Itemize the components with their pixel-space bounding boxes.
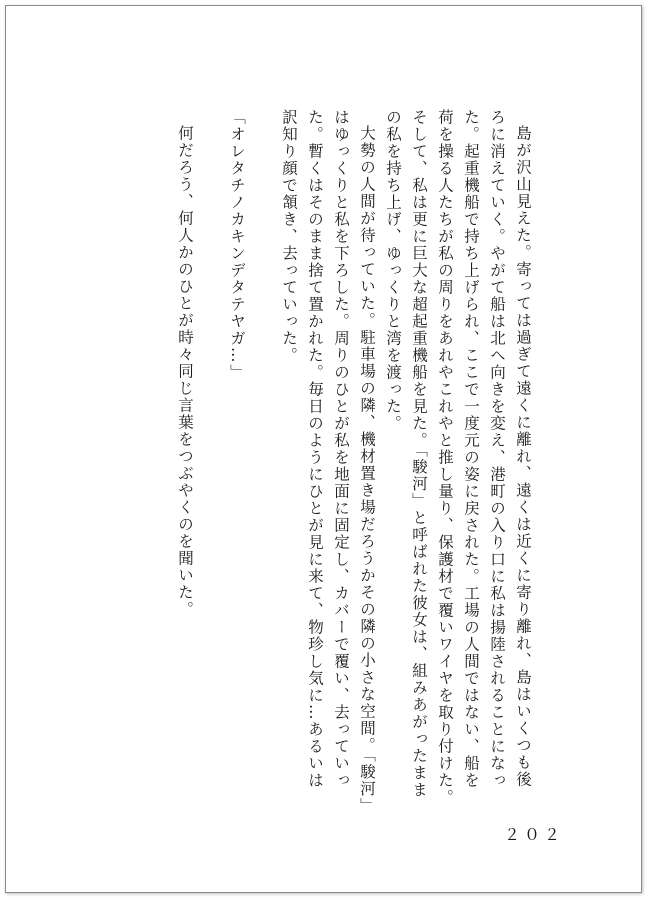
vertical-text-block (146, 109, 536, 814)
text-line: 島が沢山見えた。寄っては過ぎて遠くに離れ、遠くは近くに寄り離れ、島はいくつも後 (514, 124, 532, 788)
page-number: ２０２ (504, 825, 565, 844)
paragraph-2 (276, 109, 380, 814)
text-line: た。起重機船で持ち上げられ、ここで一度元の姿に戻された。工場の人間ではない、船を (462, 109, 480, 789)
paragraph-1 (380, 109, 536, 806)
book-page (5, 5, 642, 893)
text-line: た。暫くはそのまま捨て置かれた。毎日のようにひとが見に来て、物珍し気に…あるいは (306, 109, 324, 789)
text-line: 大勢の人間が待っていた。駐車場の隣、機材置き場だろうかその隣の小さな空間。「駿河」 (358, 124, 376, 814)
text-line: の私を持ち上げ、ゆっくりと湾を渡った。 (384, 109, 402, 432)
text-line: 荷を操る人たちが私の周りをあれやこれやと推し量り、保護材で覆いワイヤを取り付けた。 (436, 109, 454, 806)
text-line: 何だろう、何人かのひとが時々同じ言葉をつぶやくのを聞いた。 (176, 124, 194, 618)
text-line: 「オレタチノカキンデタテヤガ…」 (228, 109, 246, 381)
dialogue-line (224, 109, 250, 609)
text-line: ろに消えていく。やがて船は北へ向きを変え、港町の入り口に私は揚陸されることになっ (488, 109, 506, 789)
text-line: はゆっくりと私を下ろした。周りのひとが私を地面に固定し、カバーで覆い、去っていっ (332, 109, 350, 789)
text-line: そして、私は更に巨大な超起重機船を見た。「駿河」と呼ばれた彼女は、組みあがったまま (410, 109, 428, 799)
paragraph-3 (172, 109, 198, 618)
text-line: 訳知り顔で頷き、去っていった。 (280, 109, 298, 364)
